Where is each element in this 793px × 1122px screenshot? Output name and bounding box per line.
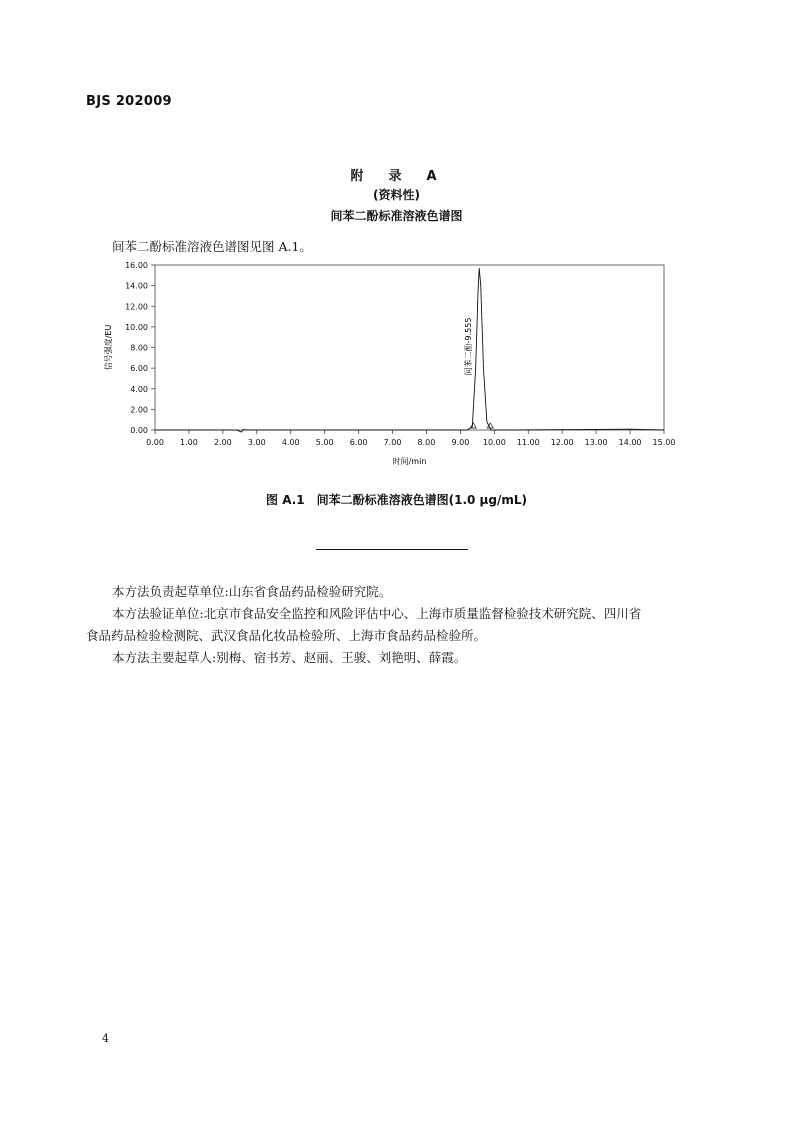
x-tick-label: 13.00: [584, 438, 608, 447]
x-tick-label: 11.00: [516, 438, 540, 447]
y-tick-label: 16.00: [125, 261, 148, 270]
appendix-heading: 间苯二酚标准溶液色谱图: [330, 209, 463, 223]
verification-unit-text-line1: 本方法验证单位:北京市食品安全监控和风险评估中心、上海市质量监督检验技术研究院、四川省: [112, 606, 642, 621]
y-tick-label: 12.00: [125, 302, 148, 312]
page-number: 4: [102, 1032, 109, 1045]
x-tick-label: 8.00: [417, 438, 436, 447]
y-tick-label: 4.00: [130, 384, 148, 394]
y-tick-label: 8.00: [130, 343, 148, 353]
y-tick-label: 10.00: [125, 322, 148, 332]
drafters-text: 本方法主要起草人:别梅、宿书芳、赵丽、王骏、刘艳明、薛霞。: [112, 650, 467, 665]
x-tick-label: 6.00: [349, 438, 368, 447]
y-tick-label: 6.00: [130, 364, 148, 374]
x-tick-label: 15.00: [652, 438, 676, 447]
x-tick-label: 4.00: [281, 438, 300, 447]
x-tick-label: 5.00: [315, 438, 334, 447]
x-tick-label: 9.00: [451, 438, 470, 447]
x-tick-label: 10.00: [482, 438, 506, 447]
x-tick-label: 2.00: [213, 438, 232, 447]
divider-line: [316, 549, 468, 550]
x-tick-label: 7.00: [383, 438, 402, 447]
x-axis-label: 时间/min: [392, 457, 427, 466]
intro-text: 间苯二酚标准溶液色谱图见图 A.1。: [112, 239, 312, 254]
chromatogram-trace: [155, 268, 664, 432]
chromatogram-chart: [96, 252, 696, 482]
y-tick-label: 0.00: [130, 426, 148, 435]
appendix-type: (资料性): [373, 188, 420, 202]
drafting-unit-text: 本方法负责起草单位:山东省食品药品检验研究院。: [112, 584, 392, 599]
figure-caption: 图 A.1 间苯二酚标准溶液色谱图(1.0 μg/mL): [266, 493, 527, 507]
x-tick-label: 12.00: [550, 438, 574, 447]
peak-label: 间苯二酚-9.555: [464, 317, 474, 376]
x-tick-label: 0.00: [146, 438, 164, 447]
y-tick-label: 2.00: [130, 405, 148, 415]
verification-unit-text-line2: 食品药品检验检测院、武汉食品化妆品检验所、上海市食品药品检验所。: [86, 628, 487, 643]
x-tick-label: 14.00: [618, 438, 642, 447]
y-axis-label: 信号强度/EU: [104, 324, 113, 371]
document-code: BJS 202009: [86, 94, 172, 109]
appendix-title: 附 录 A: [350, 169, 443, 184]
plot-frame: [155, 265, 664, 430]
x-tick-label: 1.00: [180, 438, 198, 447]
y-tick-label: 14.00: [125, 281, 148, 291]
x-tick-label: 3.00: [247, 438, 266, 447]
